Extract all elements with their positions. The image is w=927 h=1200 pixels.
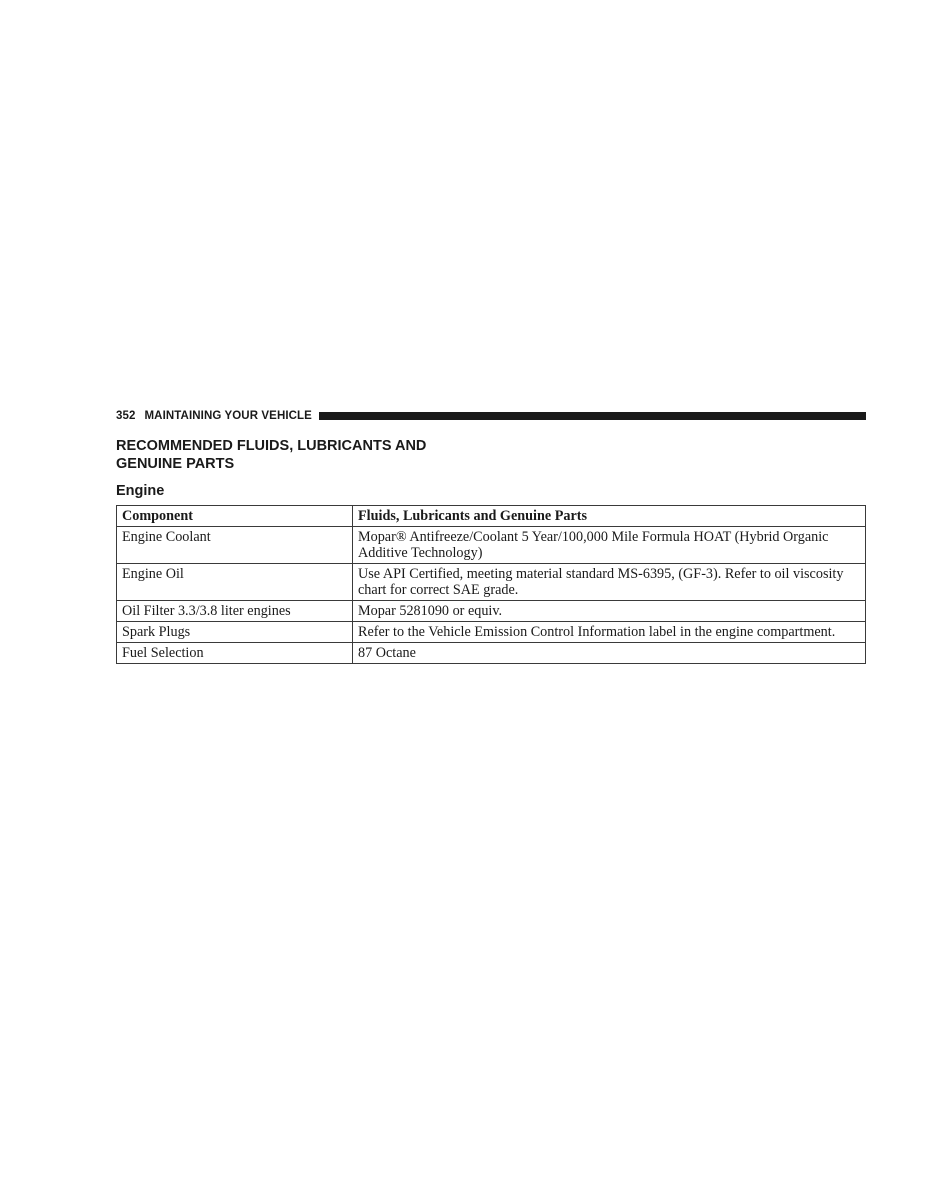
fluid-cell: Mopar 5281090 or equiv. xyxy=(353,601,866,622)
component-cell: Engine Oil xyxy=(117,564,353,601)
component-cell: Spark Plugs xyxy=(117,622,353,643)
fluid-cell: Mopar® Antifreeze/Coolant 5 Year/100,000 Mile Formula HOAT (Hybrid Organic Additive Technology) xyxy=(353,527,866,564)
fluid-cell: Refer to the Vehicle Emission Control Information label in the engine compartment. xyxy=(353,622,866,643)
table-row xyxy=(117,622,866,643)
column-header-component: Component xyxy=(117,506,353,527)
table-row xyxy=(117,601,866,622)
column-header-fluids: Fluids, Lubricants and Genuine Parts xyxy=(353,506,866,527)
table-row xyxy=(117,643,866,664)
page-number: 352 xyxy=(116,410,136,422)
section-title xyxy=(116,437,426,473)
component-cell: Fuel Selection xyxy=(117,643,353,664)
fluid-cell: Use API Certified, meeting material standard MS-6395, (GF-3). Refer to oil viscosity chart for correct SAE grade. xyxy=(353,564,866,601)
section-title-line-1: RECOMMENDED FLUIDS, LUBRICANTS AND xyxy=(116,438,427,454)
fluid-cell: 87 Octane xyxy=(353,643,866,664)
header-rule xyxy=(319,412,866,420)
subsection-title: Engine xyxy=(116,483,165,499)
table-header-row xyxy=(117,506,866,527)
component-cell: Engine Coolant xyxy=(117,527,353,564)
table-row xyxy=(117,527,866,564)
running-section-title: MAINTAINING YOUR VEHICLE xyxy=(144,410,312,422)
table-row xyxy=(117,564,866,601)
page-header xyxy=(116,408,866,424)
component-cell: Oil Filter 3.3/3.8 liter engines xyxy=(117,601,353,622)
section-title-line-2: GENUINE PARTS xyxy=(116,456,235,472)
fluids-table xyxy=(116,505,866,664)
